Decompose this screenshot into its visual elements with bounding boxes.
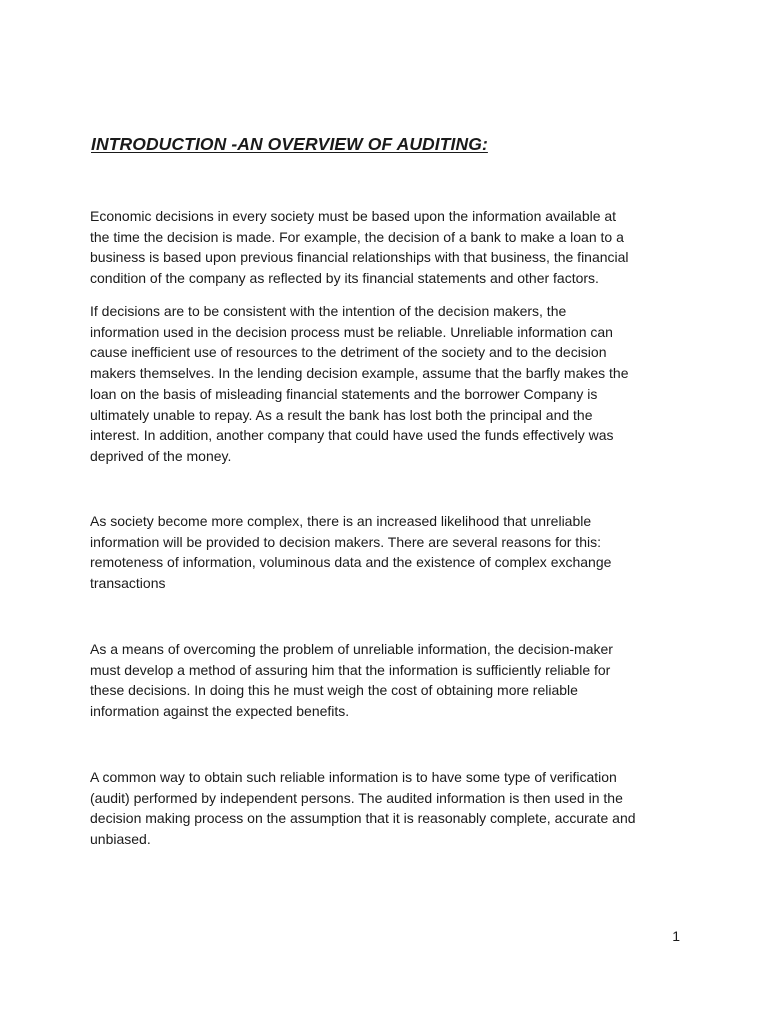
paragraph-complex-society: As society become more complex, there is an increased likelihood that unreliable information will be provided to decision makers. There are several reasons for this: remoteness of information, voluminous data and the existence of complex exchange transactions [90,513,612,592]
paragraph-audit-verification: A common way to obtain such reliable information is to have some type of verification (audit) performed by independent persons. The audited information is then used in the decision making process on the assumption that it is reasonably complete, accurate and unbiased. [90,769,636,848]
paragraph-reliable-information: If decisions are to be consistent with the intention of the decision makers, the information used in the decision process must be reliable. Unreliable information can cause inefficient use of resources to the detriment of the society and to the decision makers themselves. In the lending decision example, assume that the barfly makes the loan on the basis of misleading financial statements and the borrower Company is ultimately unable to repay. As a result the bank has lost both the principal and the interest. In addition, another company that could have used the funds effectively was deprived of the money. [90,303,629,464]
page-number: 1 [672,928,680,944]
paragraph-economic-decisions: Economic decisions in every society must be based upon the information available at the time the decision is made. For example, the decision of a bank to make a loan to a business is based upon previous financial relationships with that business, the financial condition of the company as reflected by its financial statements and other factors. [90,208,629,287]
paragraph-overcoming-problem: As a means of overcoming the problem of unreliable information, the decision-maker must develop a method of assuring him that the information is sufficiently reliable for these decisions. In doing this he must weigh the cost of obtaining more reliable information against the expected benefits. [90,641,613,720]
page-title: INTRODUCTION -AN OVERVIEW OF AUDITING: [91,134,488,154]
